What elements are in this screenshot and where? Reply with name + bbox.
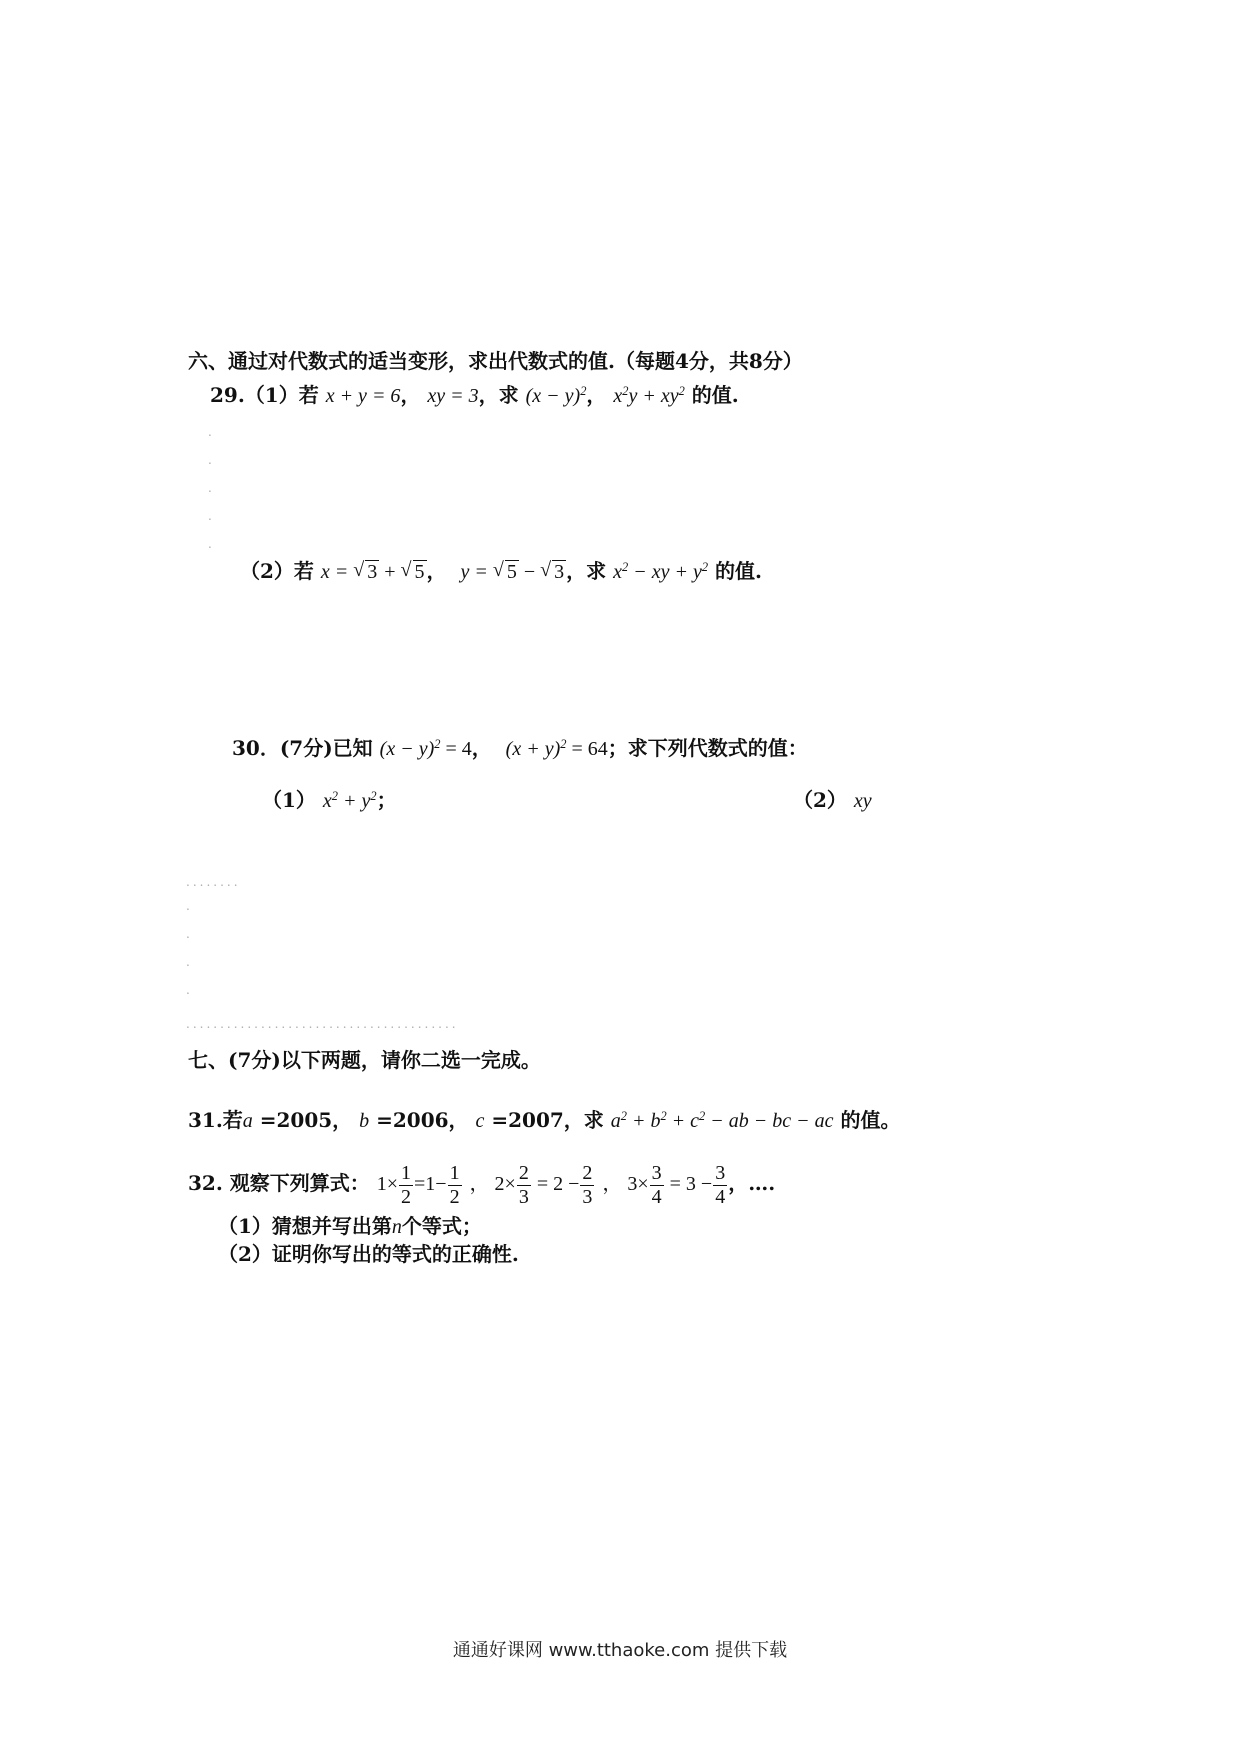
fraction: $\frac{1}{2}$ <box>401 1162 412 1208</box>
q29-ask: ，求 <box>478 383 519 407</box>
q29-end: 的值. <box>691 383 739 407</box>
dotted-line-long: ........................................ <box>186 1017 459 1031</box>
blank-dot-marks-2: . . . . <box>186 899 190 997</box>
q29-expression-1: $(x - y)^2$ <box>525 384 587 407</box>
question-29-part-1: 29.（1）若 x + y = 6， xy = 3，求 $(x - y)^2$， $x^2y + xy^2$ 的值. <box>210 383 739 407</box>
sqrt-symbol: √ 5 <box>492 559 517 583</box>
fraction: $\frac{2}{3}$ <box>518 1162 529 1208</box>
fraction: $\frac{3}{4}$ <box>715 1162 726 1208</box>
q29b-expression: $x^2$ − xy + $y^2$ <box>613 560 709 583</box>
q30-subquestion-2: （2） xy <box>793 788 872 812</box>
blank-dot-marks: . . . . . <box>208 425 212 551</box>
question-32: 32. 观察下列算式： 1× $\frac{1}{2}$ =1− $\frac{1}{2}$ ， 2× $\frac{2}{3}$ = 2 − $\frac{2}{3}$ ， 3× $\frac{3}{4}$ = 3 − $\frac{3}{4}$ ，…. <box>188 1162 776 1208</box>
fraction: $\frac{2}{3}$ <box>582 1162 593 1208</box>
q29-condition-2: xy = 3 <box>427 385 479 407</box>
section-6-heading: 六、通过对代数式的适当变形，求出代数式的值.（每题4分，共8分） <box>188 349 803 373</box>
q29-expression-2: $x^2y + xy^2$ <box>613 384 685 407</box>
section-7-heading: 七、(7分)以下两题，请你二选一完成。 <box>188 1048 541 1072</box>
q32-subquestion-1: （1）猜想并写出第n个等式； <box>218 1214 482 1238</box>
question-29-part-2: （2）若 x = √ 3 + √ 5 ， y = √ 5 − √ 3 ，求 $x^2$ − xy + $y^2$ 的值. <box>240 559 762 583</box>
q29-separator: ， <box>400 383 421 407</box>
fraction: $\frac{1}{2}$ <box>449 1162 460 1208</box>
dotted-line-short: ........ <box>186 875 241 889</box>
q29-label: 29.（1）若 <box>210 383 319 407</box>
q29b-x-definition: x = √ 3 + √ 5 <box>320 559 425 583</box>
sqrt-symbol: √ 5 <box>400 559 425 583</box>
page-footer: 通通好课网 www.tthaoke.com 提供下载 <box>452 1640 788 1661</box>
q32-subquestion-2: （2）证明你写出的等式的正确性. <box>218 1242 519 1266</box>
question-30: 30．(7分)已知 $(x - y)^2 = 4$， $(x + y)^2 = 64$；求下列代数式的值： <box>232 736 808 760</box>
sqrt-symbol: √ 3 <box>353 559 378 583</box>
q30-equation-1: $(x - y)^2 = 4$ <box>379 737 472 760</box>
q30-equation-2: $(x + y)^2 = 64$ <box>505 737 608 760</box>
q29b-y-definition: y = √ 5 − √ 3 <box>460 559 565 583</box>
q29b-label: （2）若 <box>240 559 314 583</box>
q30-subquestion-1: （1） $x^2 + y^2$； <box>262 788 397 812</box>
fraction: $\frac{3}{4}$ <box>651 1162 662 1208</box>
q31-expression: $a^2 + b^2 + c^2$ − ab − bc − ac <box>610 1109 834 1132</box>
question-31: 31.若a =2005， b =2006， c =2007，求 $a^2 + b^2 + c^2$ − ab − bc − ac 的值。 <box>188 1108 901 1132</box>
sqrt-symbol: √ 3 <box>540 559 565 583</box>
q29-condition-1: x + y = 6 <box>325 385 401 407</box>
q30-label: 30．(7分)已知 <box>232 736 373 760</box>
